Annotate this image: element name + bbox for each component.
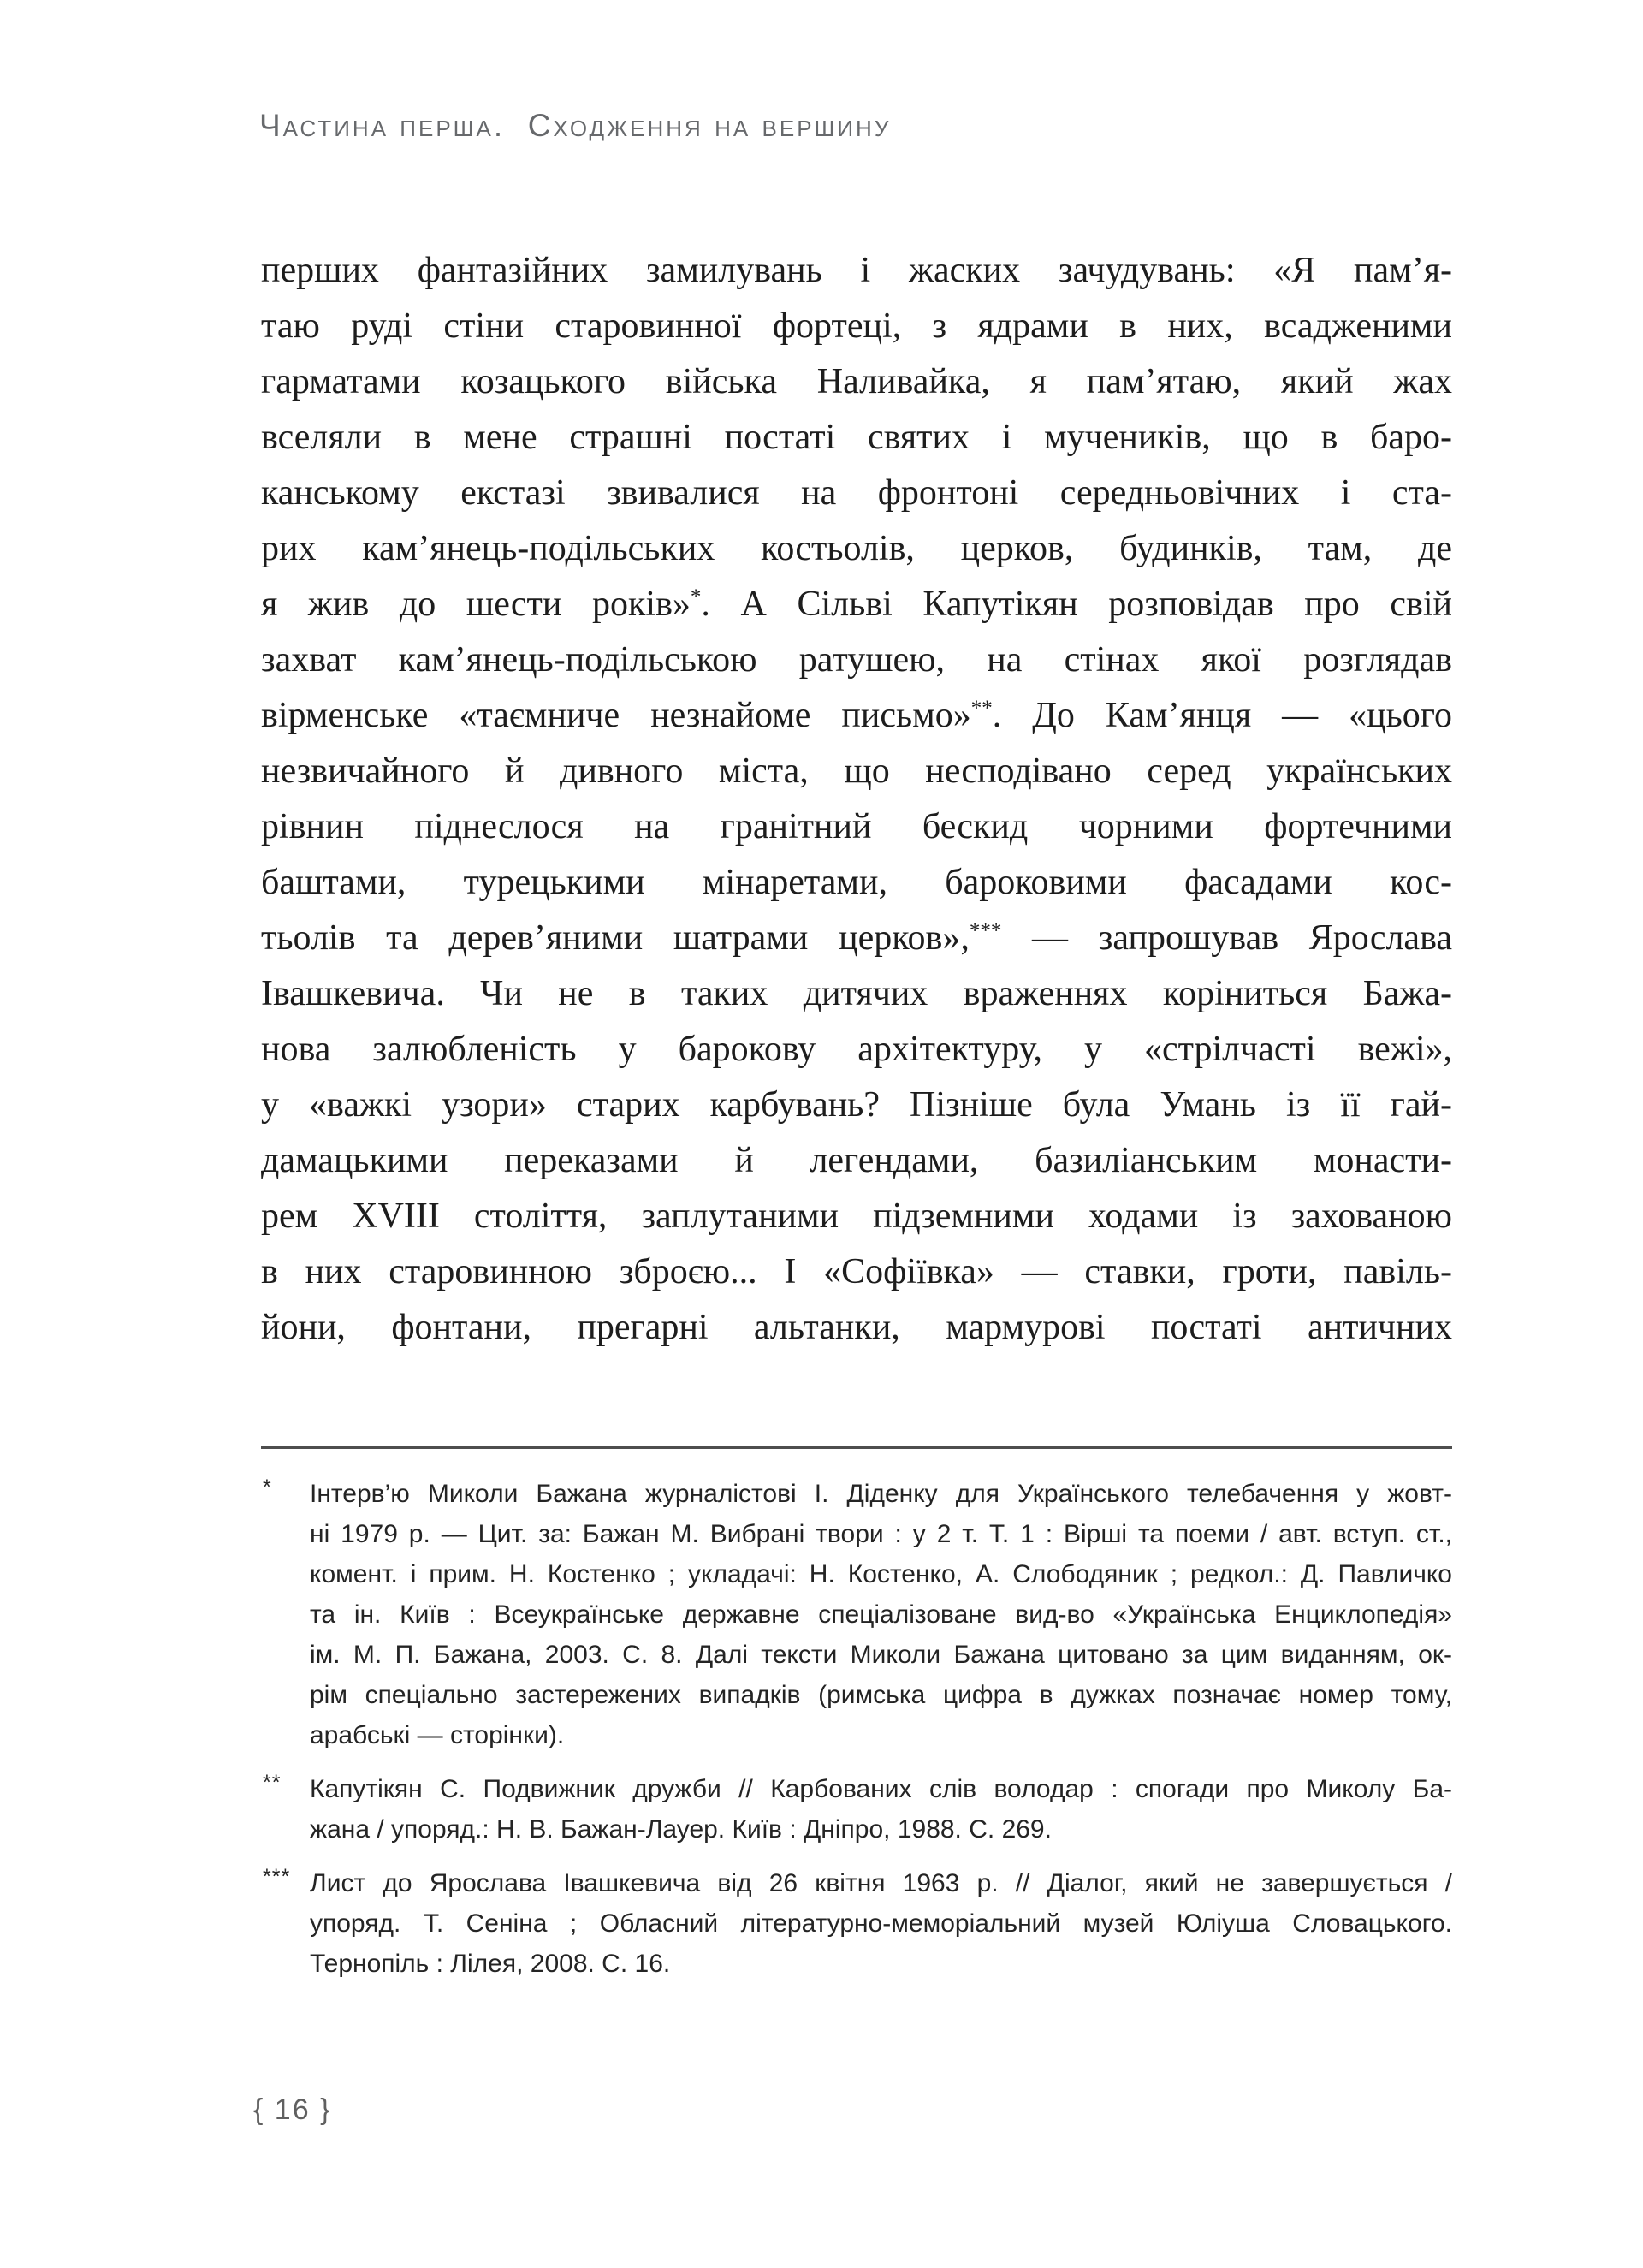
footnote-line: Інтерв’ю Миколи Бажана журналістові І. Діденку для Українського телебачення у жовт- [310, 1480, 1452, 1508]
footnote-line: Тернопіль : Лілея, 2008. С. 16. [310, 1950, 671, 1978]
footnote-ref: *** [969, 919, 1002, 942]
body-line: у «важкі узори» старих карбувань? Пізніше була Умань із її гай- [261, 1085, 1452, 1125]
body-line: дамацькими переказами й легендами, базиліанським монасти- [261, 1141, 1452, 1180]
footnote-line: Капутікян С. Подвижник дружби // Карбованих слів володар : спогади про Миколу Ба- [310, 1775, 1452, 1803]
footnote-marker: * [263, 1475, 272, 1499]
footnote-line: жана / упоряд.: Н. В. Бажан-Лауер. Київ : Дніпро, 1988. С. 269. [310, 1815, 1052, 1843]
footnote-line: упоряд. Т. Сеніна ; Обласний літературно-меморіальний музей Юліуша Словацького. [310, 1909, 1452, 1938]
body-line: канському екстазі звивалися на фронтоні середньовічних і ста- [261, 473, 1452, 513]
body-line: вірменське «таємниче незнайоме письмо»**. До Кам’янця — «цього [261, 696, 1452, 735]
footnote-rule [261, 1446, 1452, 1449]
footnote-ref: * [690, 585, 702, 609]
footnote-line: та ін. Київ : Всеукраїнське державне спеціалізоване вид-во «Українська Енциклопедія» [310, 1600, 1452, 1629]
body-line: тьолів та дерев’яними шатрами церков»,*** — запрошував Ярослава [261, 918, 1452, 958]
body-line: нова залюбленість у барокову архітектуру, у «стрілчасті вежі», [261, 1030, 1452, 1069]
body-line: вселяли в мене страшні постаті святих і мучеників, що в баро- [261, 418, 1452, 457]
footnote-item [261, 1769, 1452, 1849]
footnote-marker: ** [263, 1771, 282, 1795]
body-line: перших фантазійних замилувань і жаских зачудувань: «Я пам’я- [261, 251, 1452, 290]
page-number: { 16 } [253, 2093, 332, 2126]
footnote-item [261, 1474, 1452, 1755]
body-line: баштами, турецькими мінаретами, бароковими фасадами кос- [261, 863, 1452, 902]
body-paragraph [261, 243, 1452, 1356]
footnote-line: арабські — сторінки). [310, 1721, 565, 1749]
footnote-item [261, 1863, 1452, 1984]
footnote-marker: *** [263, 1865, 291, 1889]
body-line: захват кам’янець-подільською ратушею, на стінах якої розглядав [261, 640, 1452, 680]
body-line: я жив до шести років»*. А Сільві Капутікян розповідав про свій [261, 585, 1452, 624]
body-line: гарматами козацького війська Наливайка, я пам’ятаю, який жах [261, 362, 1452, 401]
running-header: Частина перша. Сходження на вершину [259, 108, 892, 143]
body-line: йони, фонтани, прегарні альтанки, мармурові постаті античних [261, 1308, 1452, 1347]
footnote-line: рім спеціально застережених випадків (римська цифра в дужках позначає номер тому, [310, 1681, 1452, 1709]
body-line: рівнин піднеслося на гранітний бескид чорними фортечними [261, 807, 1452, 846]
footnote-line: комент. і прим. Н. Костенко ; укладачі: Н. Костенко, А. Слободяник ; редкол.: Д. Павличко [310, 1560, 1452, 1588]
footnote-line: ім. М. П. Бажана, 2003. С. 8. Далі тексти Миколи Бажана цитовано за цим виданням, ок- [310, 1641, 1452, 1669]
footnote-ref: ** [970, 697, 993, 720]
body-line: рих кам’янець-подільських костьолів, церков, будинків, там, де [261, 529, 1452, 568]
body-line: незвичайного й дивного міста, що несподівано серед українських [261, 751, 1452, 791]
footnotes-section [261, 1474, 1452, 1998]
body-line: рем XVIII століття, заплутаними підземними ходами із захованою [261, 1196, 1452, 1236]
body-line: таю руді стіни старовинної фортеці, з ядрами в них, всадженими [261, 306, 1452, 346]
footnote-line: ні 1979 р. — Цит. за: Бажан М. Вибрані твори : у 2 т. Т. 1 : Вірші та поеми / авт. вступ. ст., [310, 1520, 1452, 1548]
body-line: Івашкевича. Чи не в таких дитячих враженнях коріниться Бажа- [261, 974, 1452, 1013]
body-line: в них старовинною зброєю... І «Софіївка» — ставки, гроти, павіль- [261, 1252, 1452, 1291]
footnote-line: Лист до Ярослава Івашкевича від 26 квітня 1963 р. // Діалог, який не завершується / [310, 1869, 1452, 1897]
